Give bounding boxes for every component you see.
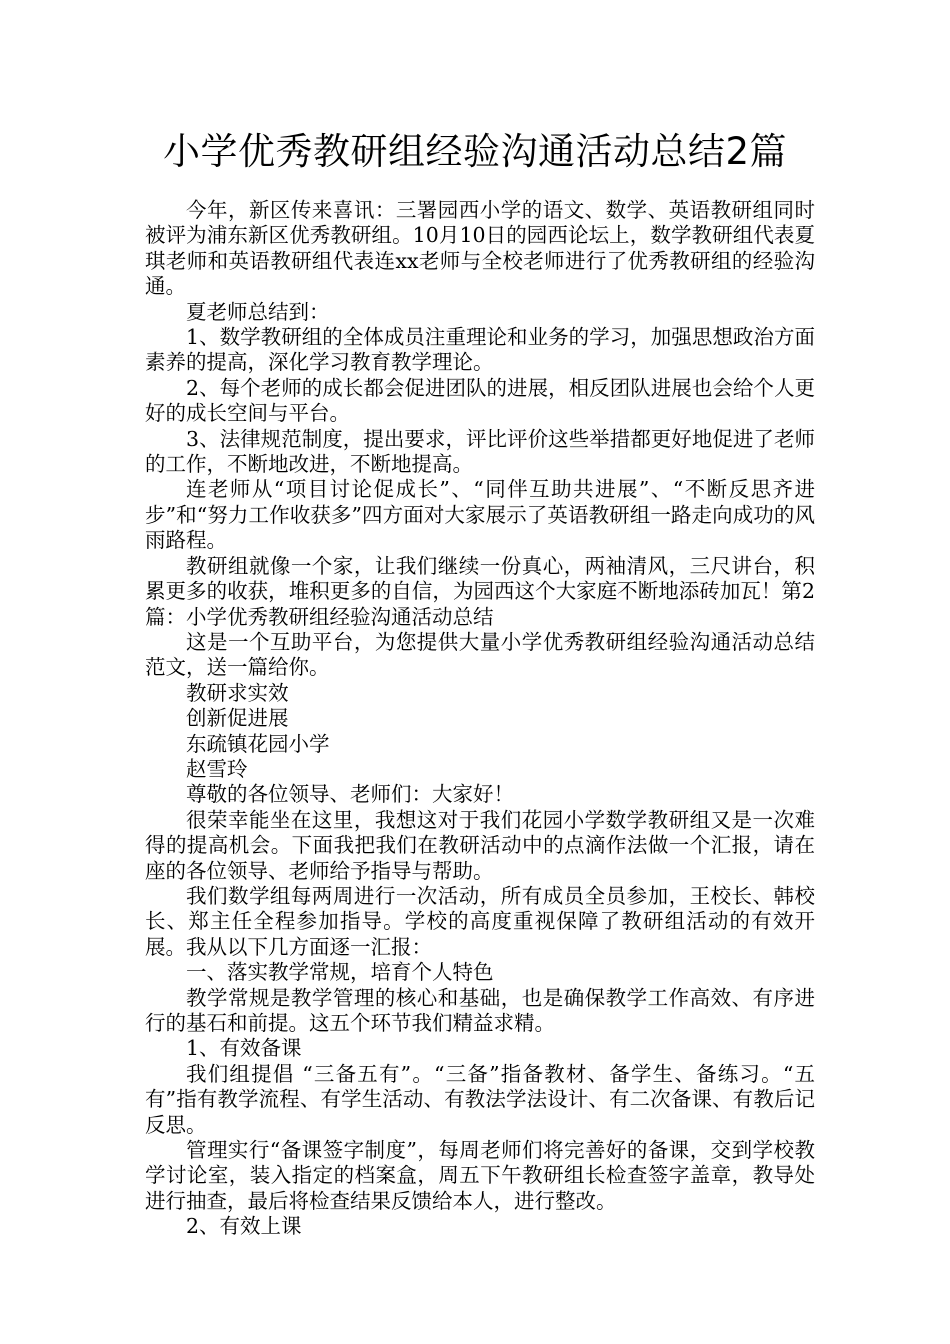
- paragraph: 我们组提倡 “三备五有”。“三备”指备教材、备学生、备练习。“五有”指有教学流程、有学生活动、有教法学法设计、有二次备课、有教后记反思。: [145, 1061, 815, 1137]
- paragraph: 2、有效上课: [186, 1214, 302, 1239]
- paragraph: 连老师从“项目讨论促成长”、“同伴互助共进展”、“不断反思齐进步”和“努力工作收获多”四方面对大家展示了英语教研组一路走向成功的风雨路程。: [145, 477, 815, 553]
- paragraph: 1、数学教研组的全体成员注重理论和业务的学习，加强思想政治方面素养的提高，深化学习教育教学理论。: [145, 325, 815, 375]
- paragraph: 东疏镇花园小学: [186, 731, 330, 756]
- paragraph: 2、每个老师的成长都会促进团队的进展，相反团队进展也会给个人更好的成长空间与平台。: [145, 375, 815, 426]
- paragraph: 很荣幸能坐在这里，我想这对于我们花园小学数学教研组又是一次难得的提高机会。下面我把我们在教研活动中的点滴作法做一个汇报，请在座的各位领导、老师给予指导与帮助。: [145, 807, 815, 883]
- paragraph: 今年，新区传来喜讯：三署园西小学的语文、数学、英语教研组同时被评为浦东新区优秀教研组。10月10日的园西论坛上，数学教研组代表夏琪老师和英语教研组代表连xx老师与全校老师进行了优秀教研组的经验沟通。: [145, 198, 815, 299]
- document-title: 小学优秀教研组经验沟通活动总结2篇: [162, 130, 788, 173]
- document-body: [145, 198, 815, 1240]
- paragraph: 一、落实教学常规，培育个人特色: [186, 960, 494, 985]
- paragraph: 教研求实效: [186, 680, 289, 705]
- paragraph: 教研组就像一个家，让我们继续一份真心，两袖清风，三尺讲台，积累更多的收获，堆积更多的自信，为园西这个大家庭不断地添砖加瓦！第2篇：小学优秀教研组经验沟通活动总结: [145, 553, 815, 629]
- paragraph: 赵雪玲: [186, 756, 248, 781]
- paragraph: 3、法律规范制度，提出要求，评比评价这些举措都更好地促进了老师的工作，不断地改进，不断地提高。: [145, 426, 815, 477]
- paragraph: 我们数学组每两周进行一次活动，所有成员全员参加，王校长、韩校长、郑主任全程参加指导。学校的高度重视保障了教研组活动的有效开展。我从以下几方面逐一汇报：: [145, 883, 815, 959]
- paragraph: 夏老师总结到：: [186, 299, 330, 324]
- paragraph: 尊敬的各位领导、老师们：大家好！: [186, 782, 514, 807]
- paragraph: 教学常规是教学管理的核心和基础，也是确保教学工作高效、有序进行的基石和前提。这五个环节我们精益求精。: [145, 985, 815, 1035]
- paragraph: 1、有效备课: [186, 1036, 302, 1061]
- paragraph: 管理实行“备课签字制度”，每周老师们将完善好的备课，交到学校教学讨论室，装入指定的档案盒，周五下午教研组长检查签字盖章，教导处进行抽查，最后将检查结果反馈给本人，进行整改。: [145, 1138, 815, 1213]
- paragraph: 这是一个互助平台，为您提供大量小学优秀教研组经验沟通活动总结范文，送一篇给你。: [145, 629, 815, 680]
- paragraph: 创新促进展: [186, 706, 289, 731]
